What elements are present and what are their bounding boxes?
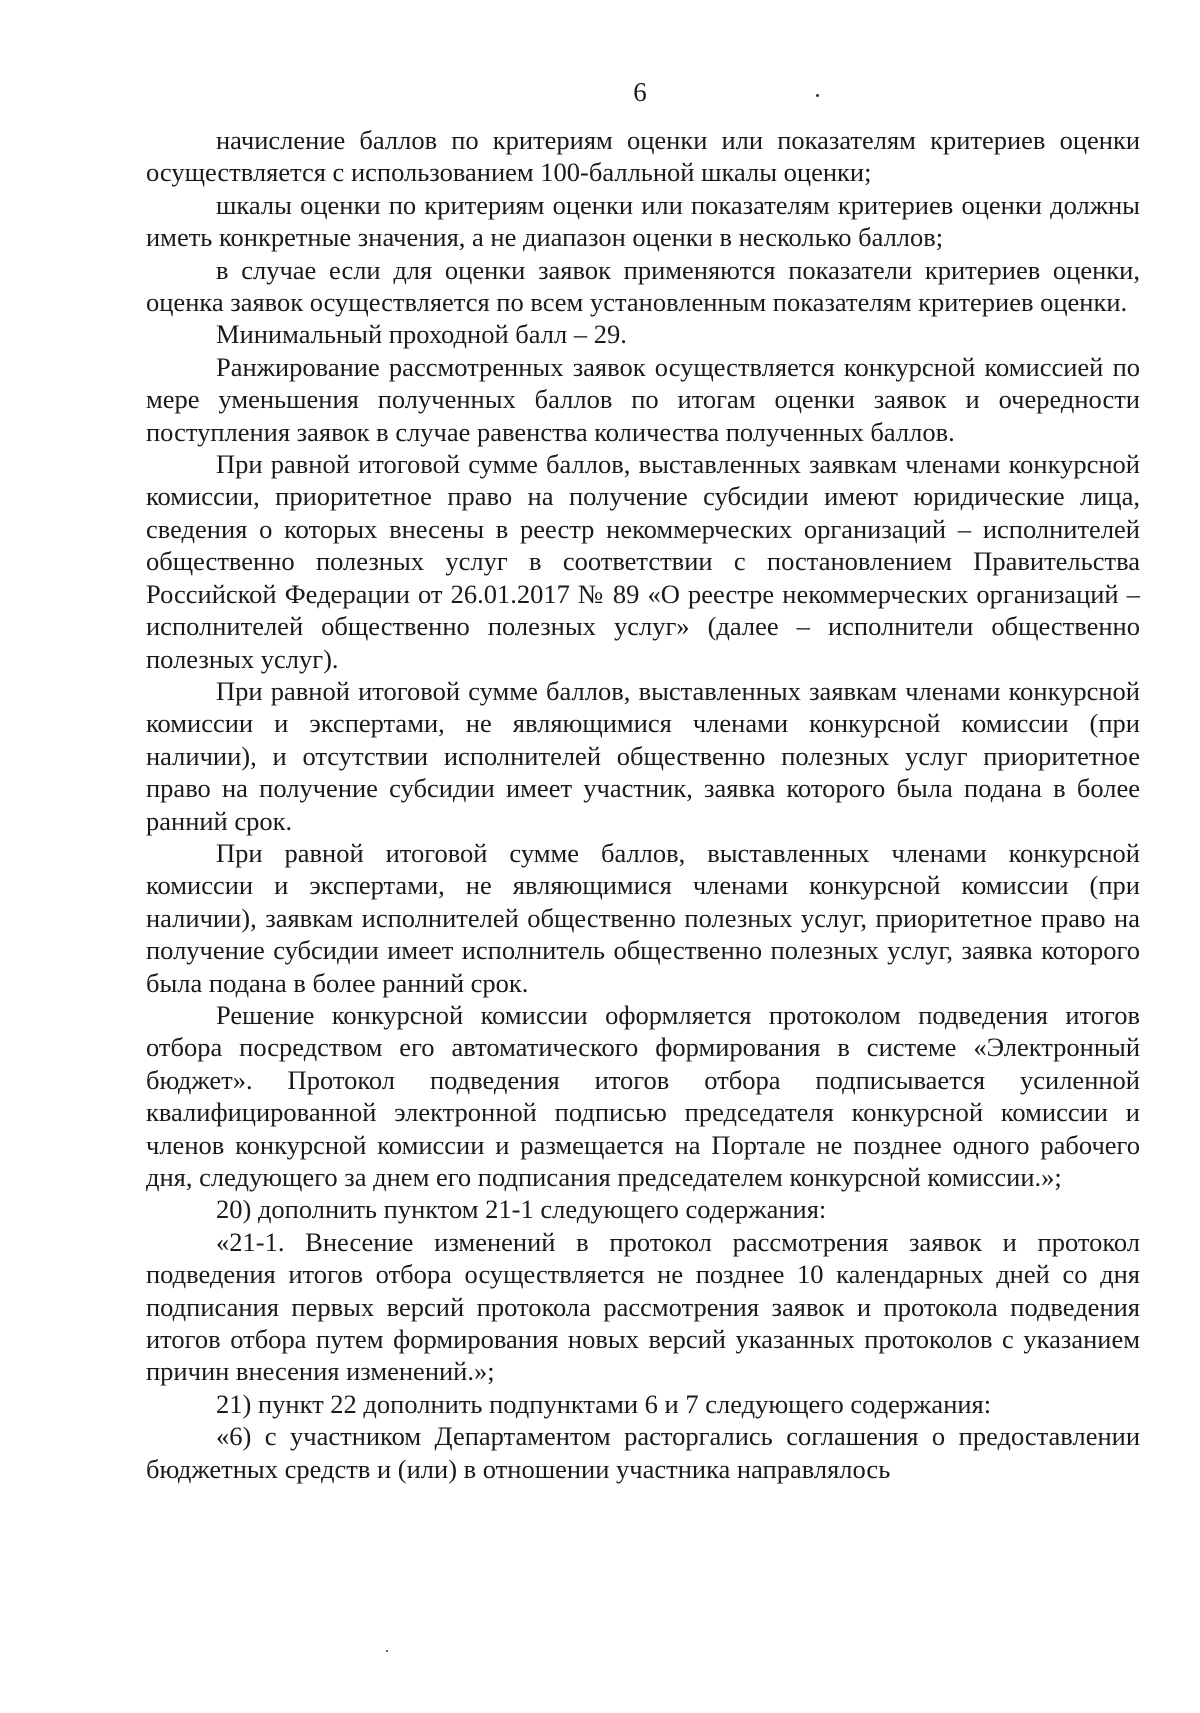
paragraph-scoring-scale: начисление баллов по критериям оценки или показателям критериев оценки осуществляется с использованием 100-балльной шкалы оценки;	[146, 125, 1140, 188]
paragraph-priority-executors: При равной итоговой сумме баллов, выставленных членами конкурсной комиссии и экспертами, не являющимися членами конкурсной комиссии (при наличии), заявкам исполнителей общественно полезных услуг, приоритетное право на получение субсидии имеет исполнитель общественно полезных услуг, заявка которого была подана в более ранний срок.	[146, 837, 1140, 998]
scan-speck	[386, 1650, 388, 1652]
page-number: 6	[633, 77, 647, 107]
paragraph-priority-earlier: При равной итоговой сумме баллов, выставленных заявкам членами конкурсной комиссии и экспертами, не являющимися членами конкурсной комиссии (при наличии), и отсутствии исполнителей общественно полезных услуг приоритетное право на получение субсидии имеет участник, заявка которого была подана в более ранний срок.	[146, 675, 1140, 836]
paragraph-amendment-20: 20) дополнить пунктом 21-1 следующего содержания:	[216, 1194, 827, 1225]
paragraph-minimum-score: Минимальный проходной балл – 29.	[216, 319, 627, 350]
scan-speck	[816, 94, 819, 97]
paragraph-clause-21-1: «21-1. Внесение изменений в протокол рассмотрения заявок и протокол подведения итогов отбора осуществляется не позднее 10 календарных дней со дня подписания первых версий протокола рассмотрения заявок и протокола подведения итогов отбора путем формирования новых версий указанных протоколов с указанием причин внесения изменений.»;	[146, 1226, 1140, 1387]
paragraph-commission-decision: Решение конкурсной комиссии оформляется протоколом подведения итогов отбора посредством его автоматического формирования в системе «Электронный бюджет». Протокол подведения итогов отбора подписывается усиленной квалифицированной электронной подписью председателя конкурсной комиссии и членов конкурсной комиссии и размещается на Портале не позднее одного рабочего дня, следующего за днем его подписания председателем конкурсной комиссии.»;	[146, 999, 1140, 1192]
paragraph-ranking: Ранжирование рассмотренных заявок осуществляется конкурсной комиссией по мере уменьшения полученных баллов по итогам оценки заявок и очередности поступления заявок в случае равенства количества полученных баллов.	[146, 351, 1140, 447]
paragraph-scale-values: шкалы оценки по критериям оценки или показателям критериев оценки должны иметь конкретные значения, а не диапазон оценки в несколько баллов;	[146, 189, 1140, 253]
paragraph-subclause-6: «6) с участником Департаментом расторгались соглашения о предоставлении бюджетных средств и (или) в отношении участника направлялось	[146, 1421, 1140, 1484]
paragraph-indicators: в случае если для оценки заявок применяются показатели критериев оценки, оценка заявок осуществляется по всем установленным показателям критериев оценки.	[146, 254, 1140, 318]
paragraph-amendment-21: 21) пункт 22 дополнить подпунктами 6 и 7 следующего содержания:	[216, 1388, 992, 1419]
document-body	[146, 124, 1140, 1485]
paragraph-priority-registry: При равной итоговой сумме баллов, выставленных заявкам членами конкурсной комиссии, приоритетное право на получение субсидии имеют юридические лица, сведения о которых внесены в реестр некоммерческих организаций – исполнителей общественно полезных услуг в соответствии с постановлением Правительства Российской Федерации от 26.01.2017 № 89 «О реестре некоммерческих организаций – исполнителей общественно полезных услуг» (далее – исполнители общественно полезных услуг).	[146, 449, 1140, 674]
